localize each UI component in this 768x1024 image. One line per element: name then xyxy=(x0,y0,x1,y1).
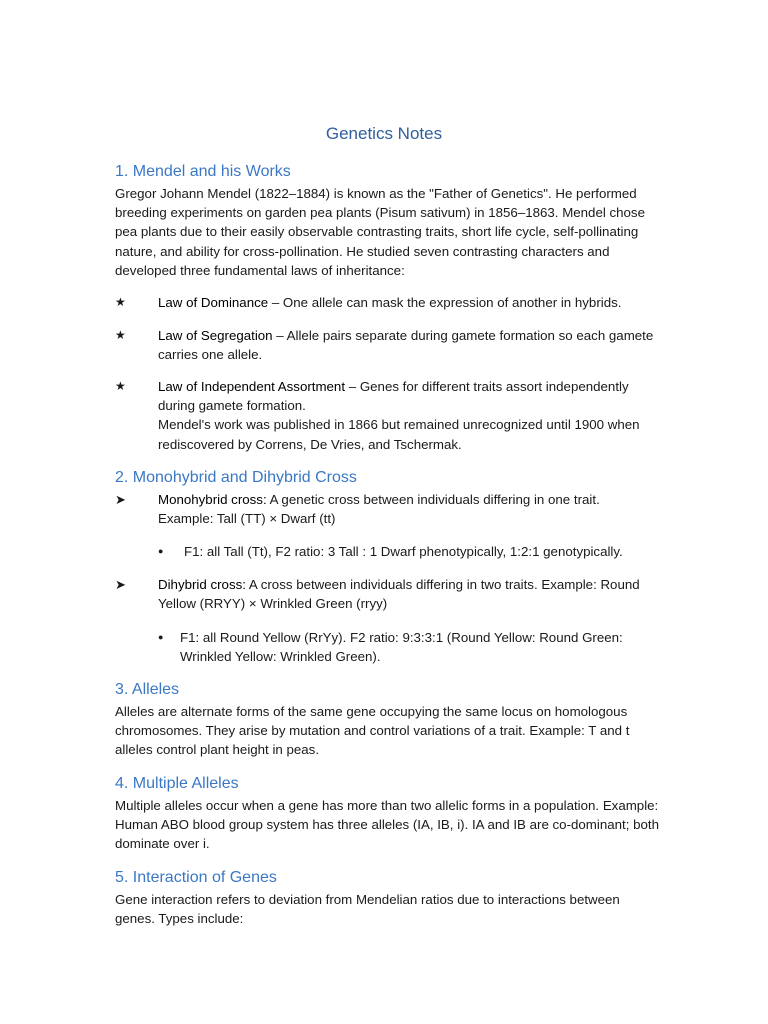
star-icon: ★ xyxy=(115,379,126,393)
sub-item-text: F1: all Round Yellow (RrYy). F2 ratio: 9:3:3:1 (Round Yellow: Round Green: Wrinkled Yellow: Wrinkled Green). xyxy=(180,630,623,665)
arrow-icon: ➤ xyxy=(115,492,126,507)
cross-description: A genetic cross between individuals differing in one trait. Example: Tall (TT) × Dwarf (tt) xyxy=(158,492,600,527)
law-item xyxy=(115,377,660,455)
section-1-paragraph: Gregor Johann Mendel (1822–1884) is known as the "Father of Genetics". He performed breeding experiments on garden pea plants (Pisum sativum) in 1856–1863. Mendel chose pea plants due to their easily observable contrasting traits, short life cycle, self-pollinating nature, and ability for cross-pollination. He studied seven contrasting characters and developed three fundamental laws of inheritance: xyxy=(115,186,645,278)
sub-item xyxy=(115,628,660,668)
section-3-heading: 3. Alleles xyxy=(115,681,180,698)
section-1-heading: 1. Mendel and his Works xyxy=(115,163,291,180)
cross-term: Monohybrid cross: xyxy=(158,492,267,507)
section-5-paragraph: Gene interaction refers to deviation from Mendelian ratios due to interactions between genes. Types include: xyxy=(115,892,620,927)
section-4-paragraph: Multiple alleles occur when a gene has more than two allelic forms in a population. Example: Human ABO blood group system has three alleles (IA, IB, i). IA and IB are co-dominant; both dominate over i. xyxy=(115,798,659,852)
cross-term: Dihybrid cross: xyxy=(158,577,246,592)
section-2-heading: 2. Monohybrid and Dihybrid Cross xyxy=(115,469,357,486)
cross-description: A cross between individuals differing in two traits. Example: Round Yellow (RRYY) × Wrinkled Green (rryy) xyxy=(158,577,640,612)
law-description: – One allele can mask the expression of another in hybrids. xyxy=(268,295,622,310)
arrow-icon: ➤ xyxy=(115,577,126,592)
section-4-heading: 4. Multiple Alleles xyxy=(115,775,239,792)
bullet-dot-icon: ● xyxy=(158,546,164,556)
law-description: – Genes for different traits assort independently during gamete formation. xyxy=(158,379,629,414)
law-term: Law of Dominance xyxy=(158,295,269,310)
law-term: Law of Independent Assortment xyxy=(158,379,346,394)
mendel-note: Mendel's work was published in 1866 but remained unrecognized until 1900 when rediscovered by Correns, De Vries, and Tschermak. xyxy=(158,417,640,452)
cross-item xyxy=(115,575,660,615)
sub-item-text: F1: all Tall (Tt), F2 ratio: 3 Tall : 1 Dwarf phenotypically, 1:2:1 genotypically. xyxy=(184,544,623,559)
law-term: Law of Segregation xyxy=(158,328,273,343)
sub-item xyxy=(115,542,660,562)
section-5-heading: 5. Interaction of Genes xyxy=(115,869,277,886)
bullet-dot-icon: ● xyxy=(158,632,164,642)
page-title: Genetics Notes xyxy=(325,124,443,143)
law-item xyxy=(115,326,660,366)
section-3-paragraph: Alleles are alternate forms of the same gene occupying the same locus on homologous chromosomes. They arise by mutation and control variations of a trait. Example: T and t alleles control plant height in peas. xyxy=(115,704,630,758)
cross-item xyxy=(115,490,660,530)
law-item xyxy=(115,293,660,313)
law-description: – Allele pairs separate during gamete formation so each gamete carries one allele. xyxy=(158,328,654,363)
star-icon: ★ xyxy=(115,295,126,309)
star-icon: ★ xyxy=(115,328,126,342)
